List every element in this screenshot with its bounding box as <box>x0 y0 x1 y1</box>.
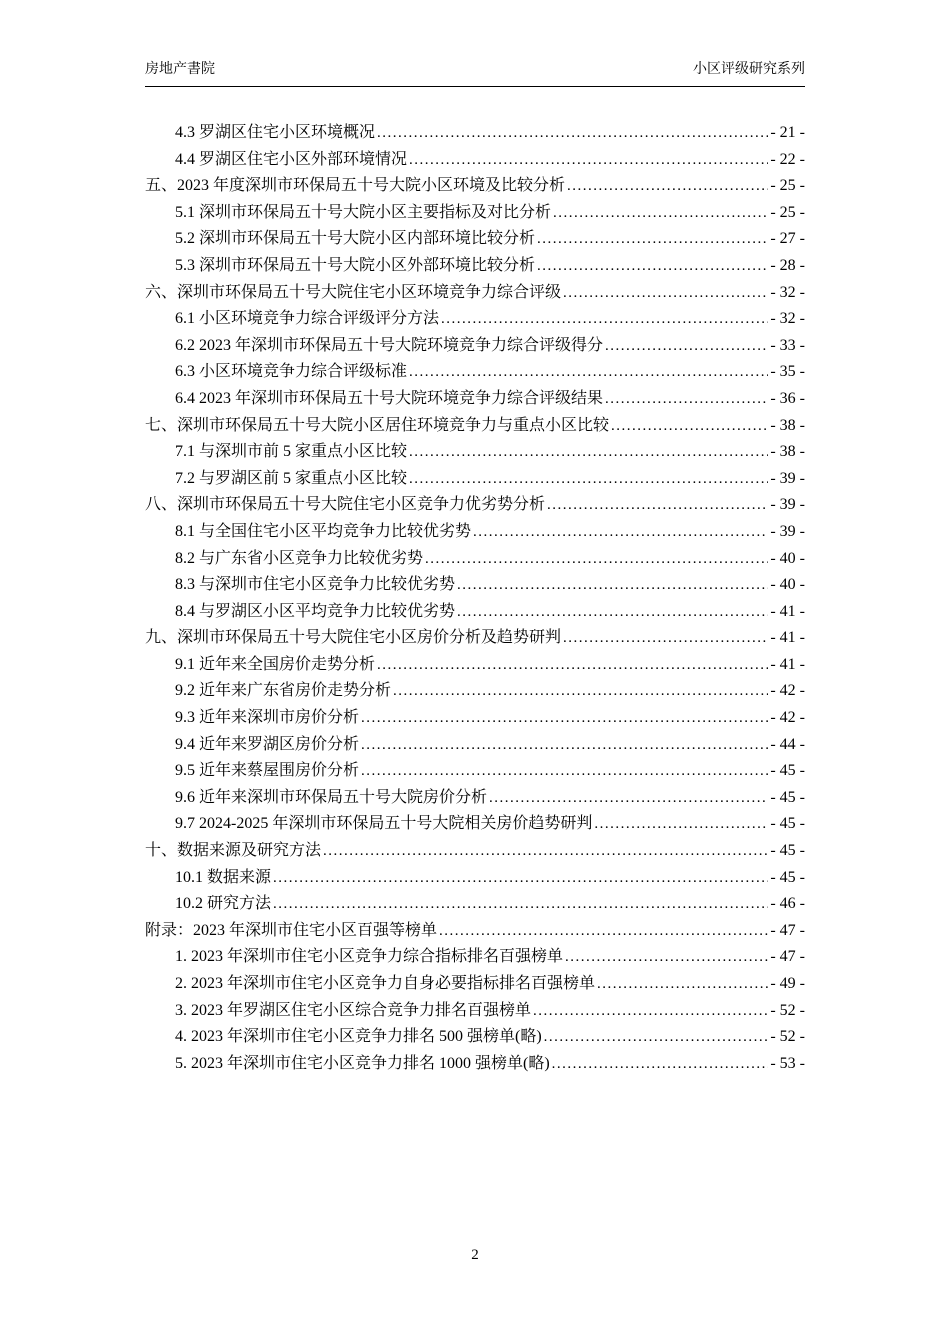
toc-entry <box>145 439 805 466</box>
toc-entry <box>145 971 805 998</box>
toc-page-number: - 25 - <box>770 203 805 221</box>
toc-dot-leader <box>567 173 768 200</box>
toc-page-number: - 46 - <box>770 895 805 913</box>
toc-entry <box>145 280 805 307</box>
toc-page-number: - 45 - <box>770 788 805 806</box>
toc-dot-leader <box>457 599 768 626</box>
toc-page-number: - 42 - <box>770 709 805 727</box>
toc-page-number: - 39 - <box>770 469 805 487</box>
toc-dot-leader <box>439 918 768 945</box>
toc-entry <box>145 546 805 573</box>
toc-entry <box>145 359 805 386</box>
toc-entry-title: 附录：2023 年深圳市住宅小区百强等榜单 <box>145 921 438 939</box>
toc-entry-title: 6.2 2023 年深圳市环保局五十号大院环境竞争力综合评级得分 <box>175 336 604 354</box>
toc-dot-leader <box>409 466 768 493</box>
toc-entry-title: 2. 2023 年深圳市住宅小区竞争力自身必要指标排名百强榜单 <box>175 975 596 992</box>
toc-entry-title: 3. 2023 年罗湖区住宅小区综合竞争力排名百强榜单 <box>175 1001 532 1019</box>
toc-entry <box>145 944 805 971</box>
toc-dot-leader <box>611 413 768 440</box>
toc-entry <box>145 226 805 253</box>
toc-entry <box>145 838 805 865</box>
toc-entry <box>145 998 805 1025</box>
page-footer <box>0 1247 950 1264</box>
toc-entry-title: 8.1 与全国住宅小区平均竞争力比较优劣势 <box>175 522 472 540</box>
toc-entry-title: 五、2023 年度深圳市环保局五十号大院小区环境及比较分析 <box>145 177 566 195</box>
toc-dot-leader <box>441 306 768 333</box>
footer-page-number: 2 <box>471 1247 479 1263</box>
toc-entry <box>145 253 805 280</box>
toc-entry <box>145 865 805 892</box>
toc-page-number: - 47 - <box>770 921 805 939</box>
toc-entry <box>145 1051 805 1078</box>
toc-entry-title: 9.7 2024-2025 年深圳市环保局五十号大院相关房价趋势研判 <box>175 815 593 833</box>
toc-dot-leader <box>273 865 768 892</box>
toc-page-number: - 42 - <box>770 682 805 700</box>
toc-dot-leader <box>377 652 768 679</box>
toc-entry-title: 9.3 近年来深圳市房价分析 <box>175 709 360 727</box>
toc-entry <box>145 413 805 440</box>
toc-page-number: - 36 - <box>770 389 805 407</box>
toc-entry-title: 9.6 近年来深圳市环保局五十号大院房价分析 <box>175 788 488 806</box>
toc-dot-leader <box>409 439 768 466</box>
toc-page-number: - 38 - <box>770 443 805 461</box>
toc-entry <box>145 811 805 838</box>
toc-entry <box>145 386 805 413</box>
toc-entry-title: 10.1 数据来源 <box>175 868 272 886</box>
toc-dot-leader <box>273 891 768 918</box>
toc-dot-leader <box>361 705 768 732</box>
toc-dot-leader <box>425 546 768 573</box>
toc-page-number: - 27 - <box>770 230 805 248</box>
toc-page-number: - 52 - <box>770 1001 805 1019</box>
toc-dot-leader <box>361 732 768 759</box>
toc-entry <box>145 173 805 200</box>
toc-dot-leader <box>565 944 768 971</box>
toc-entry-title: 8.3 与深圳市住宅小区竞争力比较优劣势 <box>175 576 456 594</box>
toc-page-number: - 41 - <box>770 602 805 620</box>
toc-page-number: - 47 - <box>770 948 805 966</box>
toc-entry <box>145 306 805 333</box>
toc-dot-leader <box>533 998 768 1025</box>
toc-page-number: - 32 - <box>770 310 805 328</box>
toc-entry-title: 5. 2023 年深圳市住宅小区竞争力排名 1000 强榜单(略) <box>175 1054 550 1072</box>
toc-dot-leader <box>553 200 768 227</box>
toc-page-number: - 52 - <box>770 1028 805 1046</box>
toc-page-number: - 40 - <box>770 549 805 567</box>
toc-page-number: - 25 - <box>770 177 805 195</box>
toc-entry <box>145 652 805 679</box>
toc-page-number: - 45 - <box>770 868 805 886</box>
toc-entry <box>145 200 805 227</box>
toc-entry-title: 7.1 与深圳市前 5 家重点小区比较 <box>175 443 408 461</box>
toc-entry <box>145 1024 805 1051</box>
toc-dot-leader <box>473 519 768 546</box>
toc-entry-title: 8.2 与广东省小区竞争力比较优劣势 <box>175 549 424 567</box>
toc-page-number: - 45 - <box>770 815 805 833</box>
toc-dot-leader <box>594 811 768 838</box>
toc-page-number: - 39 - <box>770 522 805 540</box>
toc-entry <box>145 466 805 493</box>
toc-dot-leader <box>409 147 768 174</box>
toc-entry-title: 6.3 小区环境竞争力综合评级标准 <box>175 363 408 381</box>
toc-dot-leader <box>489 785 768 812</box>
toc-page-number: - 45 - <box>770 762 805 780</box>
toc-page-number: - 41 - <box>770 629 805 647</box>
toc-dot-leader <box>361 758 768 785</box>
toc-entry-title: 1. 2023 年深圳市住宅小区竞争力综合指标排名百强榜单 <box>175 948 564 966</box>
toc-dot-leader <box>547 492 768 519</box>
toc-entry-title: 9.5 近年来蔡屋围房价分析 <box>175 762 360 780</box>
toc-entry-title: 八、深圳市环保局五十号大院住宅小区竞争力优劣势分析 <box>145 496 546 514</box>
toc-entry-title: 4. 2023 年深圳市住宅小区竞争力排名 500 强榜单(略) <box>175 1028 542 1046</box>
toc-entry <box>145 732 805 759</box>
toc-page-number: - 41 - <box>770 655 805 673</box>
toc-entry-title: 4.4 罗湖区住宅小区外部环境情况 <box>175 150 408 168</box>
toc-page-number: - 22 - <box>770 150 805 168</box>
toc-dot-leader <box>377 120 768 147</box>
toc-entry <box>145 599 805 626</box>
toc-page-number: - 21 - <box>770 124 805 141</box>
toc-entry-title: 6.1 小区环境竞争力综合评级评分方法 <box>175 310 440 328</box>
toc-entry-title: 9.2 近年来广东省房价走势分析 <box>175 682 392 700</box>
toc-dot-leader <box>409 359 768 386</box>
toc-entry <box>145 625 805 652</box>
toc-dot-leader <box>393 678 768 705</box>
toc-entry-title: 10.2 研究方法 <box>175 895 272 913</box>
toc-entry-title: 4.3 罗湖区住宅小区环境概况 <box>175 124 376 141</box>
toc-entry-title: 7.2 与罗湖区前 5 家重点小区比较 <box>175 469 408 487</box>
toc-page-number: - 45 - <box>770 842 805 860</box>
toc-entry <box>145 572 805 599</box>
toc-entry-title: 9.1 近年来全国房价走势分析 <box>175 655 376 673</box>
toc-entry-title: 8.4 与罗湖区小区平均竞争力比较优劣势 <box>175 602 456 620</box>
toc-page-number: - 49 - <box>770 975 805 992</box>
toc-page-number: - 44 - <box>770 735 805 753</box>
toc-dot-leader <box>597 971 768 998</box>
header-left-text: 房地产書院 <box>145 62 215 77</box>
toc-page-number: - 33 - <box>770 336 805 354</box>
page-header <box>145 58 805 87</box>
toc-page-number: - 53 - <box>770 1054 805 1072</box>
toc-entry <box>145 785 805 812</box>
toc-dot-leader <box>323 838 768 865</box>
toc-entry <box>145 705 805 732</box>
toc-entry-title: 七、深圳市环保局五十号大院小区居住环境竞争力与重点小区比较 <box>145 416 610 434</box>
toc-dot-leader <box>563 625 768 652</box>
toc-dot-leader <box>552 1051 769 1078</box>
toc-entry <box>145 120 805 147</box>
header-right-text: 小区评级研究系列 <box>693 62 805 77</box>
toc-entry <box>145 918 805 945</box>
toc-entry <box>145 333 805 360</box>
toc-entry <box>145 678 805 705</box>
toc-dot-leader <box>605 386 768 413</box>
toc-entry-title: 5.1 深圳市环保局五十号大院小区主要指标及对比分析 <box>175 203 552 221</box>
toc-entry-title: 9.4 近年来罗湖区房价分析 <box>175 735 360 753</box>
toc-page-number: - 40 - <box>770 576 805 594</box>
toc-dot-leader <box>537 253 768 280</box>
toc <box>145 120 805 1077</box>
toc-page-number: - 39 - <box>770 496 805 514</box>
toc-entry-title: 十、数据来源及研究方法 <box>145 842 322 860</box>
toc-dot-leader <box>544 1024 769 1051</box>
toc-page-number: - 35 - <box>770 363 805 381</box>
toc-dot-leader <box>563 280 768 307</box>
toc-entry <box>145 492 805 519</box>
toc-entry <box>145 519 805 546</box>
toc-entry <box>145 758 805 785</box>
toc-page-number: - 28 - <box>770 256 805 274</box>
toc-entry-title: 6.4 2023 年深圳市环保局五十号大院环境竞争力综合评级结果 <box>175 389 604 407</box>
toc-entry-title: 六、深圳市环保局五十号大院住宅小区环境竞争力综合评级 <box>145 283 562 301</box>
toc-entry-title: 九、深圳市环保局五十号大院住宅小区房价分析及趋势研判 <box>145 629 562 647</box>
toc-entry-title: 5.3 深圳市环保局五十号大院小区外部环境比较分析 <box>175 256 536 274</box>
toc-page-number: - 38 - <box>770 416 805 434</box>
toc-page-number: - 32 - <box>770 283 805 301</box>
toc-entry-title: 5.2 深圳市环保局五十号大院小区内部环境比较分析 <box>175 230 536 248</box>
toc-dot-leader <box>457 572 768 599</box>
toc-entry <box>145 147 805 174</box>
toc-dot-leader <box>605 333 768 360</box>
toc-entry <box>145 891 805 918</box>
toc-dot-leader <box>537 226 768 253</box>
